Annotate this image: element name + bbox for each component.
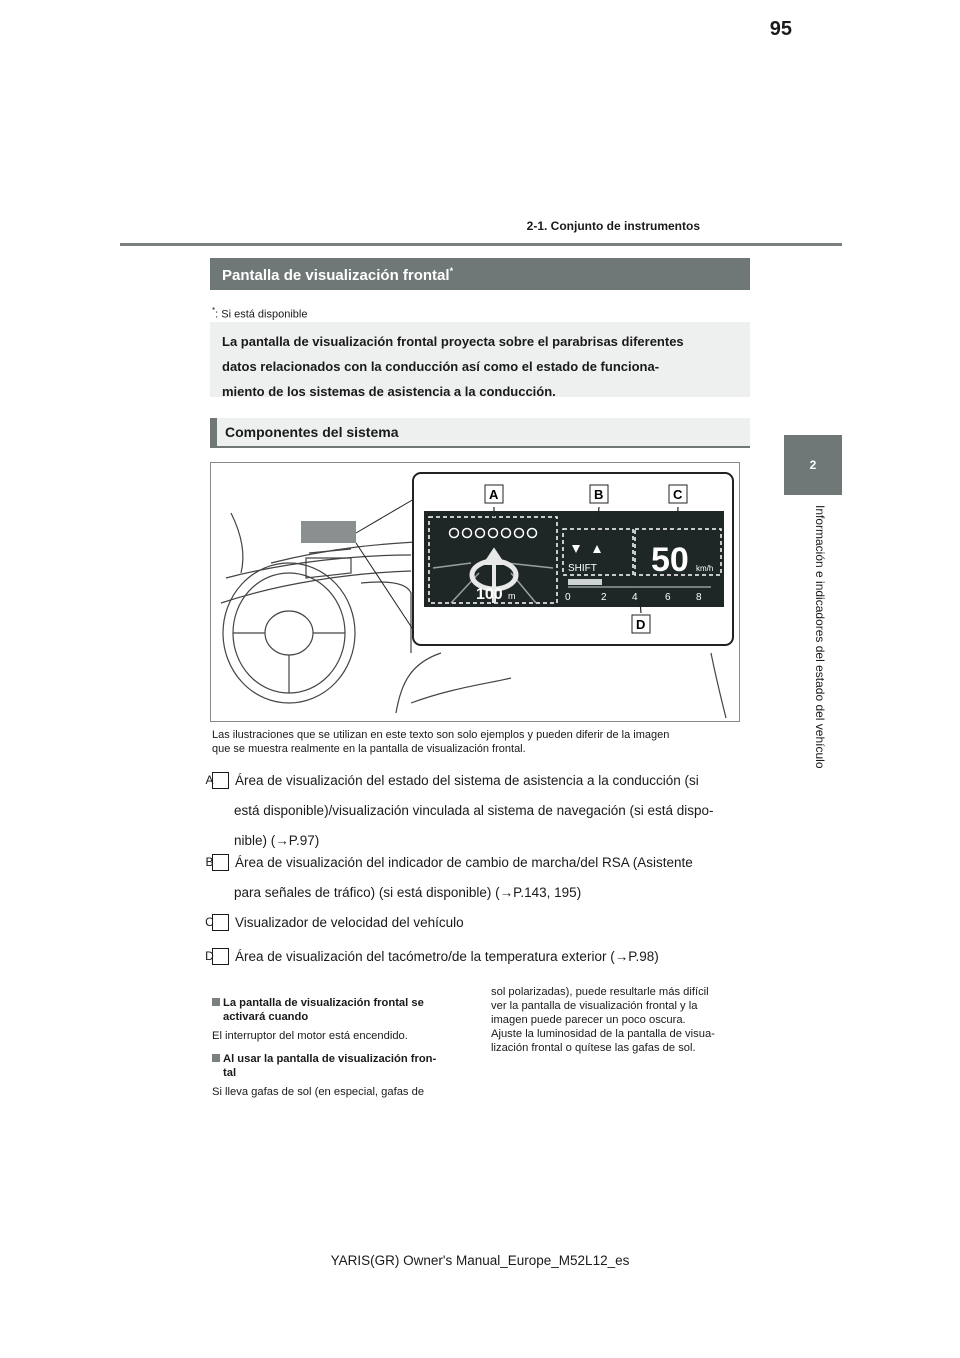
note-body-line: Ajuste la luminosidad de la pantalla de visua- [491,1028,715,1040]
availability-text: : Si está disponible [215,308,308,321]
page-number: 95 [769,18,792,40]
note-heading [212,996,472,1024]
component-item-a [205,766,752,856]
a-pillar-line [231,513,243,573]
chapter-tab: 2 [784,435,842,495]
center-console-line [361,582,411,653]
hud-illustration [210,462,740,722]
projector-line [309,549,351,553]
hud-shift-text: SHIFT [568,563,597,574]
notes-right-column [491,985,753,1055]
availability-mark: * [212,306,216,315]
figure-caption [212,728,752,756]
note-heading-line: activará cuando [223,1011,309,1023]
callout-d: D [636,617,646,632]
item-tag: D [212,948,229,965]
note-heading-line: tal [223,1067,237,1079]
callout-c: C [673,487,683,502]
item-line: para señales de tráfico) (si está disponible) (→P.143, 195) [234,885,582,900]
page-footer: YARIS(GR) Owner's Manual_Europe_M52L12_es [330,1253,630,1268]
zoom-leader-lines [356,499,414,631]
caption-line: Las ilustraciones que se utilizan en este texto son solo ejemplos y pueden diferir de la imagen [212,729,670,741]
component-item-b [205,848,752,908]
item-line: Área de visualización del estado del sistema de asistencia a la conducción (si [235,773,699,788]
note-body-line: ver la pantalla de visualización frontal y la [491,1000,698,1012]
note-heading [212,1052,472,1080]
hud-illustration-svg [211,463,739,721]
chapter-side-title-text: Información e indicadores del estado del vehículo [813,505,827,769]
intro-line: La pantalla de visualización frontal proyecta sobre el parabrisas diferentes [222,334,684,349]
item-line: está disponible)/visualización vinculada al sistema de navegación (si está dispo- [234,803,714,818]
note-body-line: imagen puede parecer un poco oscura. [491,1014,686,1026]
item-line: Área de visualización del tacómetro/de la temperatura exterior (→P.98) [235,949,659,964]
hud-tach-tick: 0 [565,592,571,603]
square-bullet-icon [212,1054,220,1062]
item-line: nible) (→P.97) [234,833,320,848]
item-tag: A [212,772,229,789]
components-heading: Componentes del sistema [210,418,750,448]
hud-distance: 100 [476,586,503,603]
hud-speed-unit: km/h [696,564,714,573]
hud-tach-tick: 6 [665,592,671,603]
caption-line: que se muestra realmente en la pantalla de visualización frontal. [212,743,526,755]
intro-box [210,322,750,397]
note-body: Si lleva gafas de sol (en especial, gafas de [212,1086,425,1098]
hud-distance-unit: m [508,591,516,601]
steering-spokes [233,633,345,693]
square-bullet-icon [212,998,220,1006]
hud-tach-tick: 4 [632,592,638,603]
note-body-line: lización frontal o quítese las gafas de sol. [491,1042,696,1054]
callout-b: B [594,487,604,502]
intro-line: datos relacionados con la conducción así como el estado de funciona- [222,359,660,374]
hud-tach-tick: 2 [601,592,607,603]
component-item-c [205,908,752,938]
component-item-d [205,942,752,972]
steering-hub [265,611,313,655]
note-heading-line: Al usar la pantalla de visualización fron- [223,1053,437,1065]
dash-lower-line [221,571,411,603]
console-lower-line [396,653,441,713]
note-heading-line: La pantalla de visualización frontal se [223,997,424,1009]
notes-left-column [212,996,472,1099]
section-title-mark: * [449,266,454,276]
callout-a: A [489,487,499,502]
item-tag: B [212,854,229,871]
availability-note [212,306,307,321]
section-title-bar [210,258,750,290]
item-line: Área de visualización del indicador de cambio de marcha/del RSA (Asistente [235,855,693,870]
intro-line: miento de los sistemas de asistencia a la conducción. [222,384,556,399]
hud-speed: 50 [651,541,689,579]
chapter-side-title [813,505,827,825]
hud-tach-bar [568,579,602,585]
note-body: El interruptor del motor está encendido. [212,1030,408,1042]
note-body-line: sol polarizadas), puede resultarle más difícil [491,986,709,998]
hud-projection [301,521,356,543]
item-tag: C [212,914,229,931]
item-line: Visualizador de velocidad del vehículo [235,915,464,930]
section-header-title: 2-1. Conjunto de instrumentos [526,219,700,233]
floor-line [411,678,511,703]
hud-tach-tick: 8 [696,592,702,603]
header-rule [120,243,842,246]
section-title: Pantalla de visualización frontal [222,267,450,284]
right-pillar-line [711,653,726,718]
